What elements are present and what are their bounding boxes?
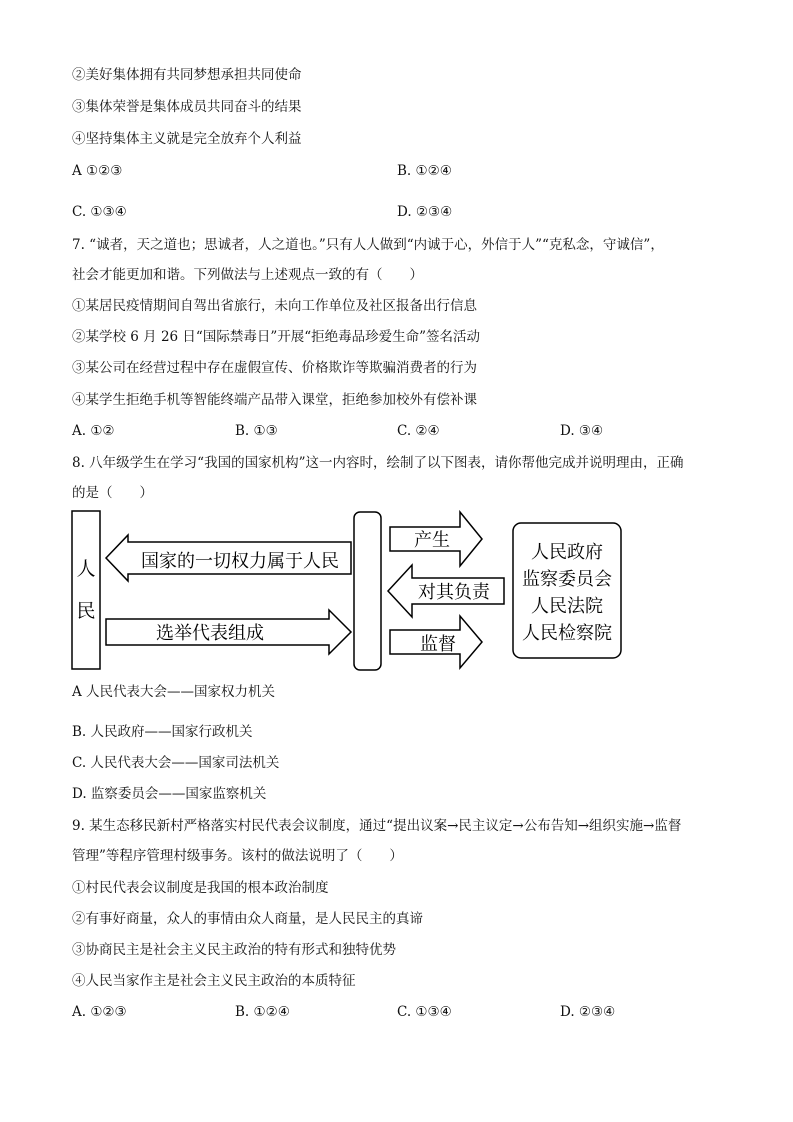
q7-item-2: ②某学校 6 月 26 日“国际禁毒日”开展“拒绝毒品珍爱生命”签名活动 bbox=[72, 329, 481, 345]
q6-option-b: B. ①②④ bbox=[397, 163, 452, 179]
q6-option-a: A ①②③ bbox=[72, 163, 123, 179]
q9-item-1: ①村民代表会议制度是我国的根本政治制度 bbox=[72, 880, 329, 896]
q9-option-b: B. ①②④ bbox=[235, 1004, 290, 1020]
organ-procuratorate: 人民检察院 bbox=[522, 623, 612, 644]
people-char-2: 民 bbox=[76, 600, 96, 622]
q9-option-d: D. ②③④ bbox=[560, 1004, 616, 1020]
q8-stem-line1: 8. 八年级学生在学习“我国的国家机构”这一内容时，绘制了以下图表，请你帮他完成并说明理由，正确 bbox=[72, 455, 684, 471]
q9-option-a: A. ①②③ bbox=[72, 1004, 127, 1020]
arrow-produce-label: 产生 bbox=[414, 530, 450, 551]
q7-option-a: A. ①② bbox=[72, 423, 115, 439]
q9-stem-line1: 9. 某生态移民新村严格落实村民代表会议制度，通过“提出议案→民主议定→公布告知→组织实施→监督 bbox=[72, 818, 682, 834]
q7-option-b: B. ①③ bbox=[235, 423, 278, 439]
q8-option-d: D. 监察委员会——国家监察机关 bbox=[72, 786, 267, 802]
q6-item-2: ②美好集体拥有共同梦想承担共同使命 bbox=[72, 67, 302, 83]
arrow-responsible-label: 对其负责 bbox=[418, 582, 490, 603]
arrow-power-belongs-label: 国家的一切权力属于人民 bbox=[141, 551, 339, 572]
q7-stem-line1: 7. “诚者，天之道也；思诚者，人之道也。”只有人人做到“内诚于心，外信于人”“克私念，守诚信”， bbox=[72, 237, 664, 253]
q7-option-d: D. ③④ bbox=[560, 423, 604, 439]
q8-option-c: C. 人民代表大会——国家司法机关 bbox=[72, 755, 280, 771]
q7-stem-line2: 社会才能更加和谐。下列做法与上述观点一致的有（ ） bbox=[72, 267, 423, 283]
q6-item-3: ③集体荣誉是集体成员共同奋斗的结果 bbox=[72, 99, 302, 115]
q9-option-c: C. ①③④ bbox=[397, 1004, 452, 1020]
people-box bbox=[72, 511, 100, 669]
q8-option-b: B. 人民政府——国家行政机关 bbox=[72, 724, 253, 740]
q8-option-a: A 人民代表大会——国家权力机关 bbox=[72, 684, 276, 700]
q7-item-4: ④某学生拒绝手机等智能终端产品带入课堂，拒绝参加校外有偿补课 bbox=[72, 392, 477, 408]
arrow-elect-label: 选举代表组成 bbox=[156, 623, 264, 644]
q9-item-4: ④人民当家作主是社会主义民主政治的本质特征 bbox=[72, 973, 356, 989]
organ-supervisory: 监察委员会 bbox=[522, 569, 612, 590]
q7-item-3: ③某公司在经营过程中存在虚假宣传、价格欺诈等欺骗消费者的行为 bbox=[72, 360, 477, 376]
q6-item-4: ④坚持集体主义就是完全放弃个人利益 bbox=[72, 131, 302, 147]
q6-option-c: C. ①③④ bbox=[72, 204, 127, 220]
q9-stem-line2: 管理”等程序管理村级事务。该村的做法说明了（ ） bbox=[72, 848, 403, 864]
q9-item-2: ②有事好商量，众人的事情由众人商量，是人民民主的真谛 bbox=[72, 911, 423, 927]
organ-court: 人民法院 bbox=[531, 596, 603, 617]
q7-item-1: ①某居民疫情期间自驾出省旅行，未向工作单位及社区报备出行信息 bbox=[72, 298, 477, 314]
npc-box bbox=[354, 512, 381, 670]
people-char-1: 人 bbox=[76, 558, 96, 580]
q8-stem-line2: 的是（ ） bbox=[72, 485, 153, 501]
q9-item-3: ③协商民主是社会主义民主政治的特有形式和独特优势 bbox=[72, 942, 396, 958]
arrow-supervise-label: 监督 bbox=[420, 634, 456, 655]
q6-option-d: D. ②③④ bbox=[397, 204, 453, 220]
organ-government: 人民政府 bbox=[531, 542, 603, 563]
state-organs-diagram bbox=[70, 508, 630, 673]
q7-option-c: C. ②④ bbox=[397, 423, 440, 439]
